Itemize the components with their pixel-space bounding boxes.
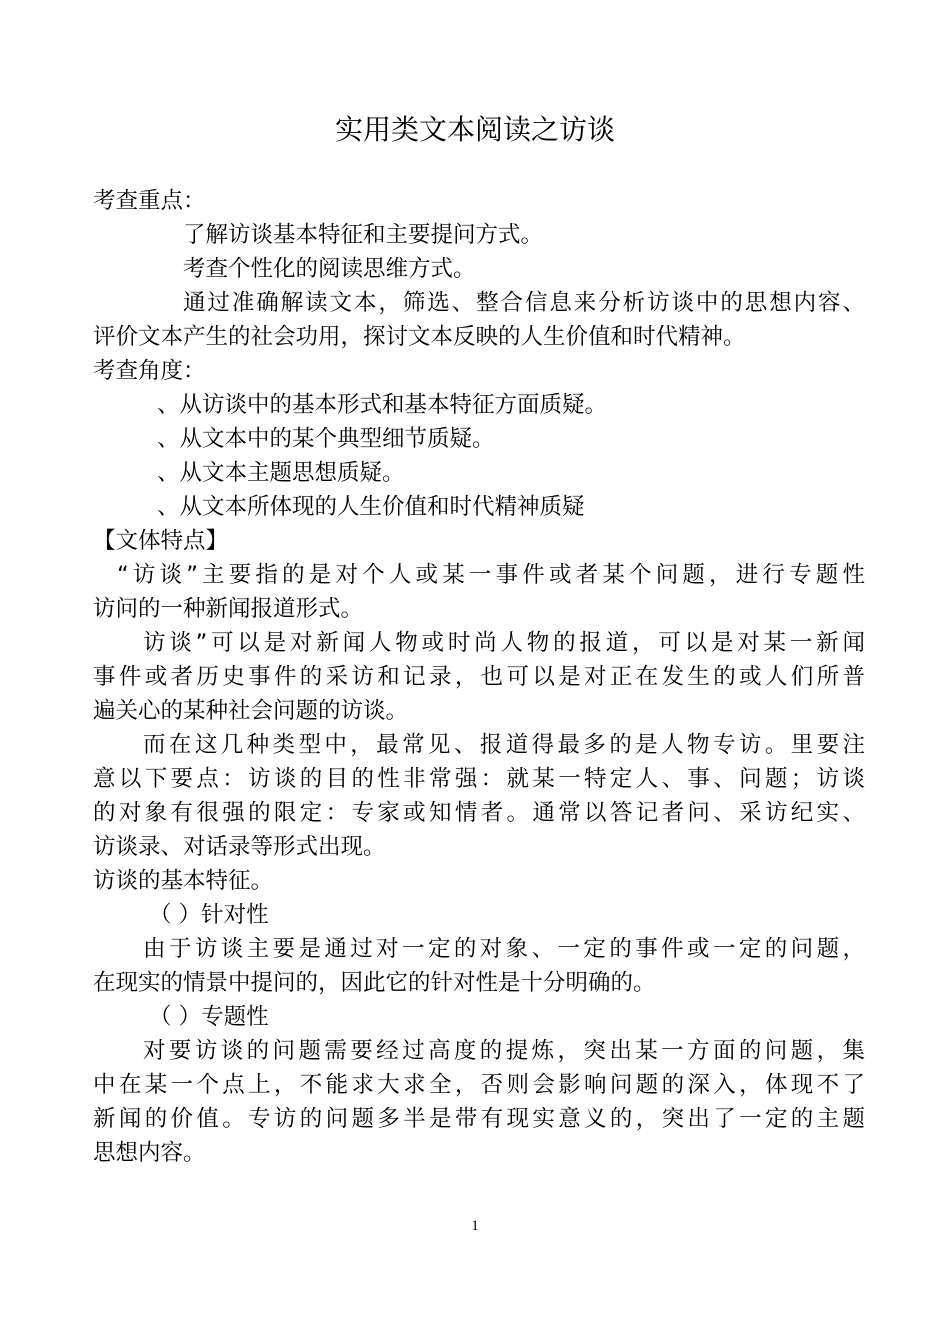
- document-title: 实用类文本阅读之访谈: [334, 113, 615, 146]
- paragraph-line: 遍关心的某种社会问题的访谈。: [93, 698, 409, 724]
- paragraph-line: 事件或者历史事件的采访和记录，也可以是对正在发生的或人们所普: [93, 664, 865, 690]
- paragraph-line: 的对象有很强的限定：专家或知情者。通常以答记者问、采访纪实、: [93, 800, 865, 826]
- paragraph-line: 访问的一种新闻报道形式。: [93, 596, 364, 622]
- document-body: [93, 184, 865, 1170]
- paragraph-line: 由于访谈主要是通过对一定的对象、一定的事件或一定的问题，: [143, 936, 865, 962]
- paragraph-line: 新闻的价值。专访的问题多半是带有现实意义的，突出了一定的主题: [93, 1106, 865, 1132]
- paragraph-line: 考查个性化的阅读思维方式。: [183, 256, 476, 282]
- list-item: 、从访谈中的基本形式和基本特征方面质疑。: [157, 392, 608, 418]
- feature-heading-thematic: （ ）专题性: [149, 1004, 269, 1030]
- feature-heading-pertinence: （ ）针对性: [149, 902, 269, 928]
- paragraph-line: 意以下要点：访谈的目的性非常强：就某一特定人、事、问题；访谈: [93, 766, 865, 792]
- list-item: 、从文本中的某个典型细节质疑。: [157, 426, 495, 452]
- section-heading-exam-angle: 考查角度：: [93, 358, 206, 384]
- paragraph-line: 中在某一个点上，不能求大求全，否则会影响问题的深入，体现不了: [93, 1072, 865, 1098]
- section-heading-genre-features: 【文体特点】: [93, 528, 229, 554]
- paragraph-line: 在现实的情景中提问的，因此它的针对性是十分明确的。: [93, 970, 656, 996]
- list-item: 、从文本所体现的人生价值和时代精神质疑: [157, 494, 585, 520]
- paragraph-line: 评价文本产生的社会功用，探讨文本反映的人生价值和时代精神。: [93, 324, 746, 350]
- paragraph-line: “访谈”主要指的是对个人或某一事件或者某个问题，进行专题性: [117, 562, 865, 588]
- paragraph-line: 思想内容。: [93, 1140, 206, 1166]
- paragraph-line: 访谈录、对话录等形式出现。: [93, 834, 386, 860]
- section-heading-exam-focus: 考查重点：: [93, 188, 206, 214]
- paragraph-line: 对要访谈的问题需要经过高度的提炼，突出某一方面的问题，集: [143, 1038, 865, 1064]
- paragraph-line: 了解访谈基本特征和主要提问方式。: [183, 222, 544, 248]
- list-item: 、从文本主题思想质疑。: [157, 460, 405, 486]
- paragraph-line: 而在这几种类型中，最常见、报道得最多的是人物专访。里要注: [143, 732, 865, 758]
- page-number: 1: [471, 1218, 479, 1234]
- paragraph-line: 通过准确解读文本，筛选、整合信息来分析访谈中的思想内容、: [183, 290, 865, 316]
- subheading-basic-features: 访谈的基本特征。: [93, 868, 274, 894]
- paragraph-line: 访谈”可以是对新闻人物或时尚人物的报道，可以是对某一新闻: [143, 630, 865, 656]
